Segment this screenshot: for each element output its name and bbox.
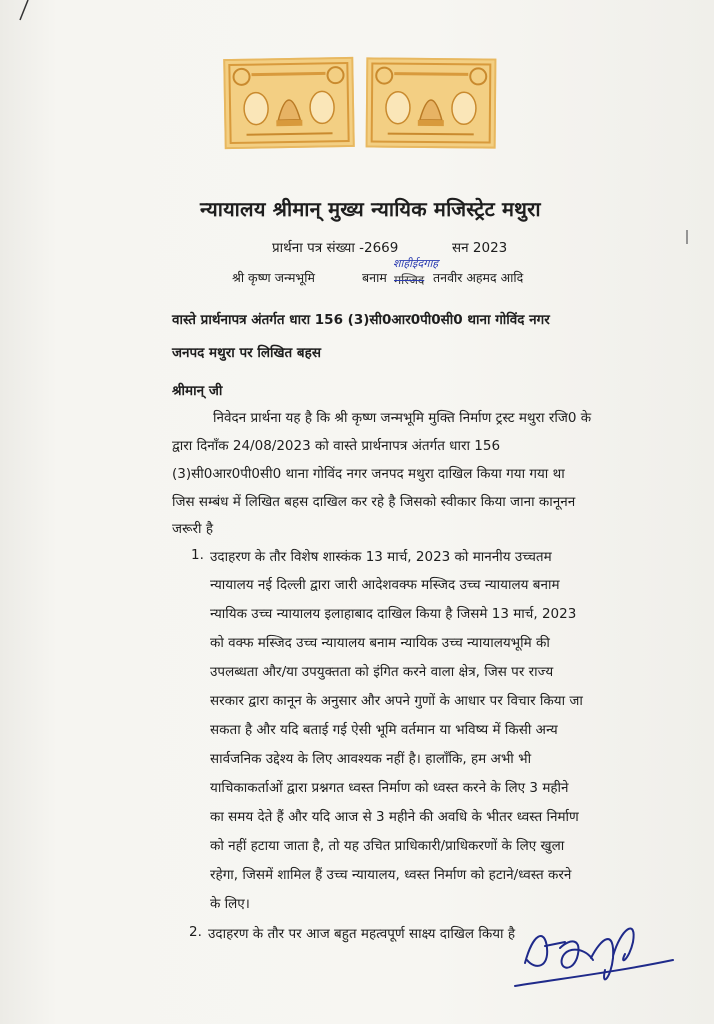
point-line: को नहीं हटाया जाता है, तो यह उचित प्राधिकारी/प्राधिकरणों के लिए खुला [210, 838, 565, 854]
revenue-stamp [366, 57, 497, 148]
party-left: श्री कृष्ण जन्मभूमि [232, 270, 315, 285]
intro-line: जिस सम्बंध में लिखित बहस दाखिल कर रहे है जिसको स्वीकार किया जाना कानूनन [172, 494, 576, 510]
pen-mark [6, 0, 46, 40]
point-number: 1. [191, 547, 204, 563]
point-line: को वक्फ मस्जिद उच्च न्यायालय बनाम न्यायिक उच्च न्यायालयभूमि की [210, 635, 550, 651]
margin-mark [684, 230, 690, 244]
year: सन 2023 [452, 240, 508, 256]
point-line: उपलब्धता और/या उपयुक्तता को इंगित करने वाला क्षेत्र, जिस पर राज्य [210, 664, 554, 680]
signature [505, 908, 685, 1003]
point-line: का समय देते हैं और यदि आज से 3 महीने की अवधि के भीतर ध्वस्त निर्माण [210, 809, 579, 825]
versus: बनाम [362, 270, 387, 285]
court-title: न्यायालय श्रीमान् मुख्य न्यायिक मजिस्ट्रेट मथुरा [200, 197, 541, 221]
revenue-stamp [223, 57, 355, 149]
point-line: सरकार द्वारा कानून के अनुसार और अपने गुणों के आधार पर विचार किया जा [210, 693, 583, 709]
point-line: न्यायिक उच्च न्यायालय इलाहाबाद दाखिल किया है जिसमे 13 मार्च, 2023 [210, 606, 577, 622]
point-line: सार्वजनिक उद्देश्य के लिए आवश्यक नहीं है। हालाँकि, हम अभी भी [210, 751, 532, 767]
party-right: तनवीर अहमद आदि [433, 270, 524, 285]
intro-line: जरूरी है [172, 521, 213, 537]
point-line: के लिए। [210, 896, 250, 912]
point-line: न्यायालय नई दिल्ली द्वारा जारी आदेशवक्फ मस्जिद उच्च न्यायालय बनाम [210, 577, 560, 593]
salutation: श्रीमान् जी [172, 383, 223, 399]
subject-line-2: जनपद मथुरा पर लिखित बहस [172, 345, 321, 361]
point-line: उदाहरण के तौर विशेष शास्कंक 13 मार्च, 2023 को माननीय उच्चतम [210, 549, 552, 565]
point-line: याचिकाकर्ताओं द्वारा प्रश्नगत ध्वस्त निर्माण को ध्वस्त करने के लिए 3 महीने [210, 780, 569, 796]
intro-line: निवेदन प्रार्थना यह है कि श्री कृष्ण जन्मभूमि मुक्ति निर्माण ट्रस्ट मथुरा रजि0 के [213, 410, 592, 426]
intro-line: द्वारा दिनाँक 24/08/2023 को वास्ते प्रार्थनापत्र अंतर्गत धारा 156 [172, 438, 501, 454]
point-number: 2. [189, 924, 202, 940]
application-number: प्रार्थना पत्र संख्या -2669 [272, 240, 399, 256]
point-line: उदाहरण के तौर पर आज बहुत महत्वपूर्ण साक्ष्य दाखिल किया है [208, 926, 516, 942]
point-line: सकता है और यदि बताई गई ऐसी भूमि वर्तमान या भविष्य में किसी अन्य [210, 722, 558, 738]
intro-line: (3)सी0आर0पी0सी0 थाना गोविंद नगर जनपद मथुरा दाखिल किया गया गया था [172, 466, 565, 482]
subject-line-1: वास्ते प्रार्थनापत्र अंतर्गत धारा 156 (3)सी0आर0पी0सी0 थाना गोविंद नगर [172, 312, 550, 328]
point-line: रहेगा, जिसमें शामिल हैं उच्च न्यायालय, ध्वस्त निर्माण को हटाने/ध्वस्त करने [210, 867, 572, 883]
struck-text: मस्जिद [394, 273, 425, 287]
handwritten-insert: शाहीईदगाह [393, 257, 439, 270]
